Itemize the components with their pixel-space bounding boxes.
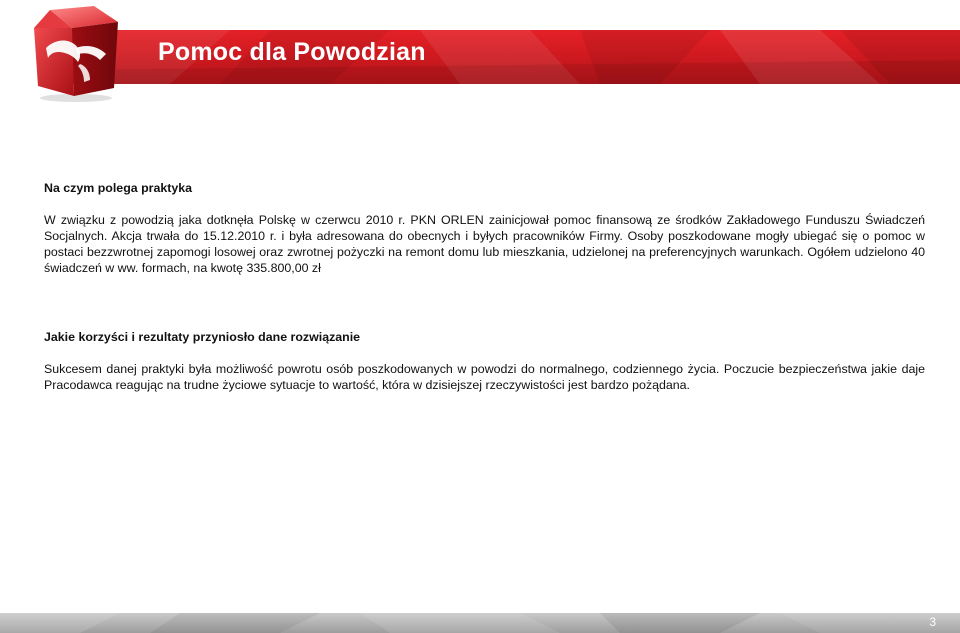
benefits-section — [44, 329, 925, 393]
page-title: Pomoc dla Powodzian — [158, 38, 426, 66]
section-body: W związku z powodzią jaka dotknęła Polskę w czerwcu 2010 r. PKN ORLEN zainicjował pomoc finansową ze środków Zakładowego Funduszu Świadczeń Socjalnych. Akcja trwała do 15.12.2010 r. i była adresowana do obecnych i byłych pracowników Firmy. Osoby poszkodowane mogły ubiegać się o pomoc w postaci bezzwrotnej zapomogi losowej oraz zwrotnej pożyczki na remont domu lub mieszkania, udzielonej na preferencyjnych warunkach. Ogółem udzielono 40 świadczeń w ww. formach, na kwotę 335.800,00 zł — [44, 213, 925, 275]
orlen-eagle-cube-icon — [20, 4, 130, 104]
footer-band-facets — [0, 613, 960, 633]
section-heading: Jakie korzyści i rezultaty przyniosło dane rozwiązanie — [44, 330, 361, 344]
practice-section — [44, 180, 925, 276]
section-body: Sukcesem danej praktyki była możliwość powrotu osób poszkodowanych w powodzi do normalnego, codziennego życia. Poczucie bezpieczeństwa jakie daje Pracodawca reagując na trudne życiowe sytuacje to wartość, która w dzisiejszej rzeczywistości jest bardzo pożądana. — [44, 362, 925, 392]
footer-band — [0, 613, 960, 633]
section-heading: Na czym polega praktyka — [44, 181, 193, 195]
page-number: 3 — [929, 615, 936, 629]
content-area — [44, 180, 925, 393]
